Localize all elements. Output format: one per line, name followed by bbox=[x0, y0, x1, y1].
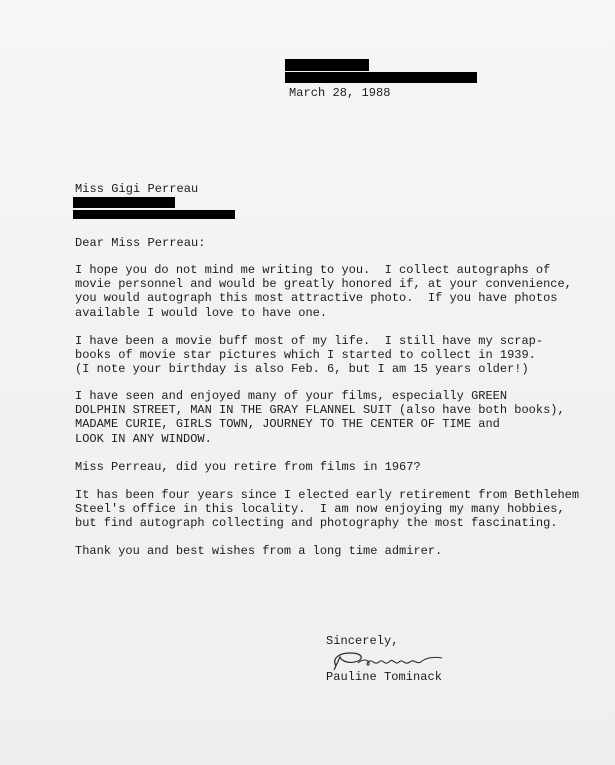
paragraph-line: you would autograph this most attractive photo. If you have photos bbox=[75, 291, 558, 306]
paragraph-1 bbox=[75, 263, 572, 320]
paragraph-3 bbox=[75, 389, 565, 446]
paragraph-4 bbox=[75, 460, 421, 474]
paragraph-line: Miss Perreau, did you retire from films in 1967? bbox=[75, 460, 421, 474]
paragraph-line: Thank you and best wishes from a long time admirer. bbox=[75, 544, 443, 558]
paragraph-6 bbox=[75, 544, 442, 558]
paragraph-2 bbox=[75, 334, 543, 377]
paragraph-line: I hope you do not mind me writing to you. I collect autographs of bbox=[75, 263, 551, 277]
paragraph-5 bbox=[75, 488, 579, 531]
paragraph-line: LOOK IN ANY WINDOW. bbox=[75, 431, 212, 446]
paragraph-line: It has been four years since I elected early retirement from Bethlehem bbox=[75, 488, 580, 502]
salutation: Dear Miss Perreau: bbox=[75, 236, 206, 250]
redacted-sender-line-1 bbox=[285, 59, 369, 71]
letter-date: March 28, 1988 bbox=[289, 86, 391, 100]
paragraph-line: movie personnel and would be greatly honored if, at your convenience, bbox=[75, 277, 572, 292]
paragraph-line: available I would love to have one. bbox=[75, 305, 328, 320]
paragraph-line: but find autograph collecting and photography the most fascinating. bbox=[75, 516, 558, 531]
redacted-recipient-line-1 bbox=[73, 197, 175, 208]
paragraph-line: Steel's office in this locality. I am now enjoying my many hobbies, bbox=[75, 502, 565, 517]
paragraph-line: books of movie star pictures which I started to collect in 1939. bbox=[75, 348, 536, 363]
paragraph-line: I have been a movie buff most of my life. I still have my scrap- bbox=[75, 334, 544, 348]
paragraph-line: DOLPHIN STREET, MAN IN THE GRAY FLANNEL SUIT (also have both books), bbox=[75, 403, 565, 418]
redacted-sender-line-2 bbox=[285, 72, 477, 83]
redacted-recipient-line-2 bbox=[73, 210, 235, 219]
handwritten-signature bbox=[324, 646, 446, 674]
signer-name: Pauline Tominack bbox=[326, 670, 443, 684]
paragraph-line: (I note your birthday is also Feb. 6, but I am 15 years older!) bbox=[75, 362, 529, 377]
recipient-name: Miss Gigi Perreau bbox=[75, 182, 199, 196]
paragraph-line: I have seen and enjoyed many of your films, especially GREEN bbox=[75, 389, 508, 403]
closing: Sincerely, bbox=[326, 634, 399, 648]
paragraph-line: MADAME CURIE, GIRLS TOWN, JOURNEY TO THE CENTER OF TIME and bbox=[75, 417, 500, 432]
